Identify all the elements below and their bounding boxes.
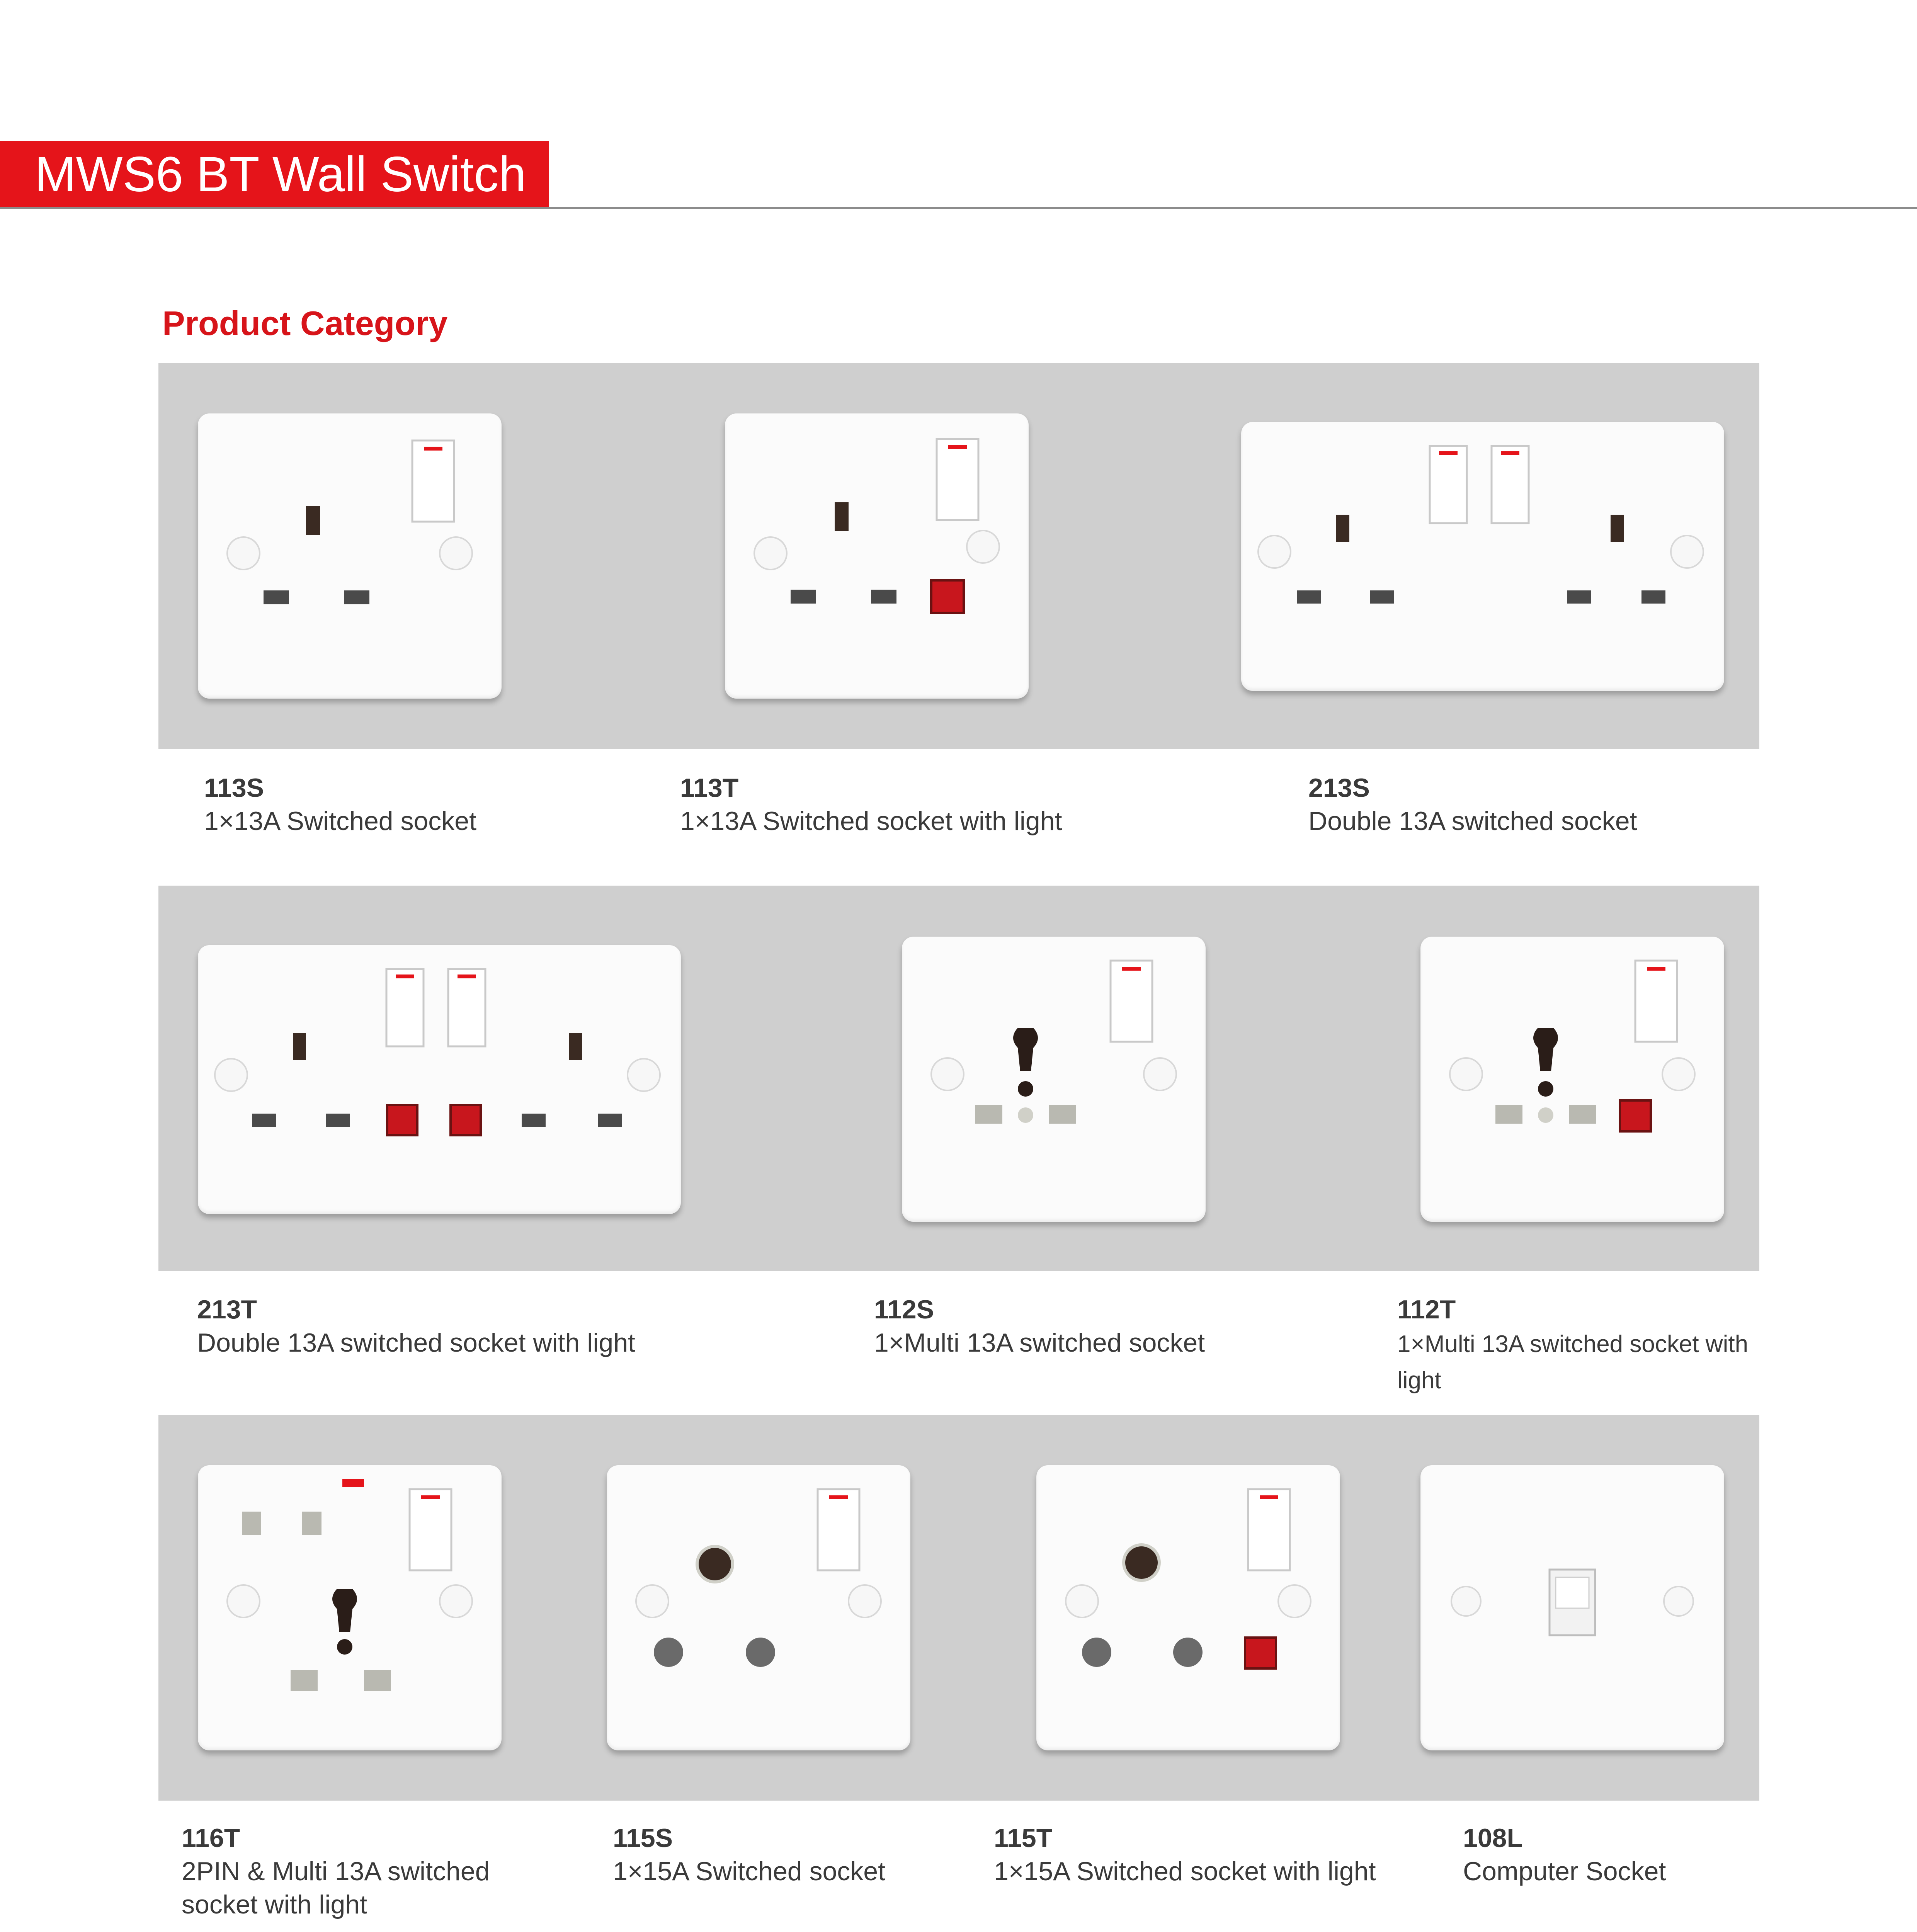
product-image-116t [198,1465,502,1750]
product-image-113t [725,413,1029,699]
product-code: 112S [874,1295,934,1324]
product-code: 108L [1463,1823,1523,1853]
product-code: 113T [680,773,739,803]
product-image-113s [198,413,502,699]
product-description: 1×13A Switched socket [204,806,477,836]
product-description: 1×13A Switched socket with light [680,806,1062,836]
product-code: 115S [613,1823,673,1853]
section-title: Product Category [162,304,448,342]
model-code: MWS6 [35,147,183,202]
series-name: BT Wall Switch [196,147,526,202]
product-description: Computer Socket [1463,1857,1666,1886]
product-code: 213S [1308,773,1370,803]
product-description-line2: light [1397,1367,1441,1394]
caption-213t [197,1293,635,1359]
product-image-108l [1420,1465,1724,1750]
product-image-115s [607,1465,910,1750]
product-description: 1×15A Switched socket with light [994,1857,1376,1886]
product-image-115t [1036,1465,1340,1750]
caption-112t [1397,1293,1748,1399]
product-image-112s [902,937,1206,1222]
header-rule [0,207,1917,209]
caption-112s [874,1293,1205,1359]
product-description: 1×15A Switched socket [613,1857,886,1886]
caption-213s [1308,771,1637,838]
caption-115t [994,1821,1376,1888]
product-code: 115T [994,1823,1053,1853]
banner-title [35,144,526,206]
product-code: 112T [1397,1295,1456,1324]
product-description: Double 13A switched socket with light [197,1328,635,1357]
product-code: 113S [204,773,264,803]
caption-116t [182,1821,490,1921]
product-code: 213T [197,1295,257,1324]
product-description-line1: 1×Multi 13A switched socket with [1397,1331,1749,1357]
product-description-line1: 2PIN & Multi 13A switched [182,1857,490,1886]
caption-113t [680,771,1062,838]
caption-108l [1463,1821,1666,1888]
product-description-line2: socket with light [182,1890,367,1919]
product-description: Double 13A switched socket [1308,806,1637,836]
caption-115s [613,1821,885,1888]
product-image-213t [198,945,681,1214]
product-code: 116T [182,1823,240,1853]
product-image-213s [1241,422,1724,691]
product-image-112t [1420,937,1724,1222]
caption-113s [204,771,476,838]
product-description: 1×Multi 13A switched socket [874,1328,1205,1357]
